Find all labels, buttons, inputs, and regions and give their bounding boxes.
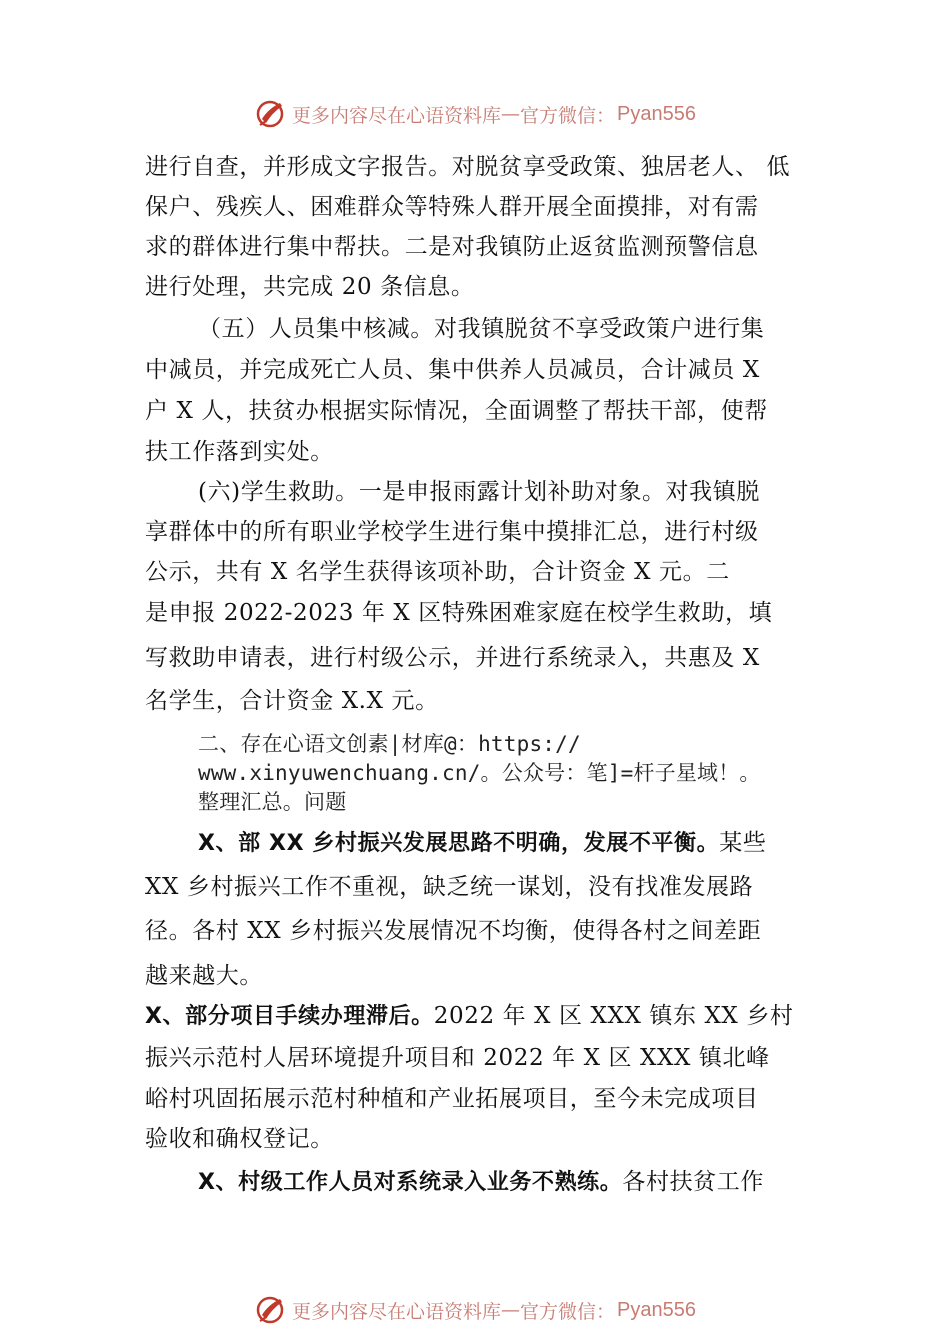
body-line: 验收和确权登记。 (145, 1126, 334, 1152)
issue-two-title: X、部分项目手续办理滞后。 (145, 1004, 434, 1029)
watermark-main-text: 更多内容尽在心语资料库 (292, 1300, 502, 1323)
body-line: 求的群体进行集中帮扶。二是对我镇防止返贫监测预警信息 (145, 234, 759, 260)
body-line: 峪村巩固拓展示范村种植和产业拓展项目，至今未完成项目 (145, 1086, 759, 1112)
body-line: 径。各村 XX 乡村振兴发展情况不均衡，使得各村之间差距 (145, 918, 762, 944)
watermark-sub-text: 官方微信： (520, 1300, 616, 1323)
watermark-banner-bottom (0, 1290, 950, 1330)
issue-one-lead: 某些 (719, 830, 767, 856)
body-line: XX 乡村振兴工作不重视，缺乏统一谋划，没有找准发展路 (145, 874, 754, 900)
body-line: 享群体中的所有职业学校学生进行集中摸排汇总，进行村级 (145, 519, 759, 545)
body-line: 保户、残疾人、困难群众等特殊人群开展全面摸排，对有需 (145, 194, 759, 220)
pen-logo-icon (254, 1293, 288, 1327)
body-line: 户 X 人，扶贫办根据实际情况，全面调整了帮扶干部，使帮 (145, 398, 768, 424)
section-five-heading-line: （五）人员集中核减。对我镇脱贫不享受政策户进行集 (198, 316, 765, 342)
body-line: 扶工作落到实处。 (145, 439, 334, 465)
body-line: 越来越大。 (145, 963, 263, 989)
section-six-heading-line: (六)学生救助。一是申报雨露计划补助对象。对我镇脱 (198, 479, 760, 505)
watermark-banner-top (0, 94, 950, 134)
issue-three-line (198, 1167, 764, 1198)
issue-one-title: X、部 XX 乡村振兴发展思路不明确，发展不平衡。 (198, 831, 720, 856)
body-line: 中减员，并完成死亡人员、集中供养人员减员，合计减员 X (145, 357, 760, 383)
watermark-dash: — (501, 103, 521, 125)
section-two-heading-mono: 二、存在心语文创素|材库@：https:// (198, 732, 581, 756)
issue-three-lead: 各村扶贫工作 (622, 1169, 764, 1195)
body-line: 名学生，合计资金 X.X 元。 (145, 688, 439, 714)
body-line: 进行自查，并形成文字报告。对脱贫享受政策、独居老人、 低 (145, 154, 791, 180)
body-line: 公示，共有 X 名学生获得该项补助，合计资金 X 元。二 (145, 559, 730, 585)
issue-two-line (145, 1001, 794, 1032)
watermark-wechat-id: Pyan556 (617, 1298, 696, 1321)
mono-line: 整理汇总。问题 (198, 790, 347, 814)
watermark-main-text: 更多内容尽在心语资料库 (292, 104, 502, 127)
issue-three-title: X、村级工作人员对系统录入业务不熟练。 (198, 1170, 623, 1195)
body-line: 是申报 2022-2023 年 X 区特殊困难家庭在校学生救助，填 (145, 600, 773, 626)
body-line: 振兴示范村人居环境提升项目和 2022 年 X 区 XXX 镇北峰 (145, 1045, 770, 1071)
watermark-sub-text: 官方微信： (520, 104, 616, 127)
mono-url-line: www.xinyuwenchuang.cn/。公众号：笔]=杆子星域！。 (198, 761, 761, 785)
body-line: 写救助申请表，进行村级公示，并进行系统录入，共惠及 X (145, 645, 760, 671)
pen-logo-icon (254, 97, 288, 131)
issue-one-line (198, 828, 766, 859)
watermark-wechat-id: Pyan556 (617, 102, 696, 125)
issue-two-lead: 2022 年 X 区 XXX 镇东 XX 乡村 (433, 1003, 794, 1029)
body-line: 进行处理，共完成 20 条信息。 (145, 274, 475, 300)
watermark-dash: — (501, 1299, 521, 1321)
